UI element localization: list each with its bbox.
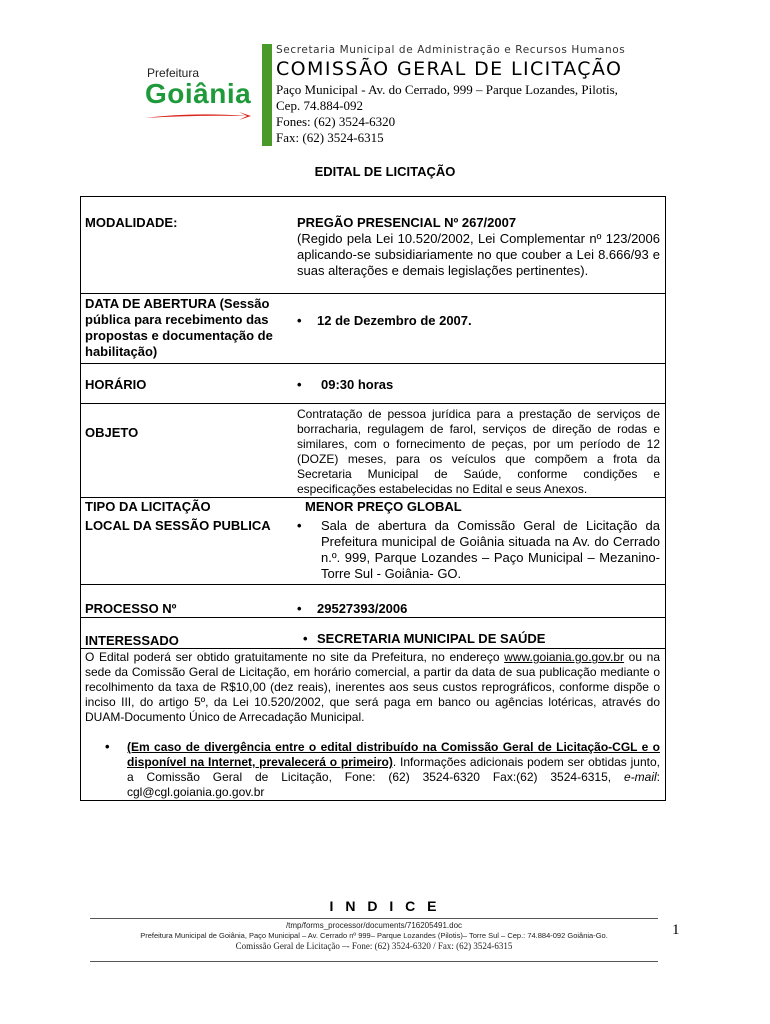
- bullet-icon: •: [297, 518, 302, 533]
- modalidade-label: MODALIDADE:: [85, 215, 178, 230]
- row-divider: [81, 363, 665, 364]
- row-divider: [81, 584, 665, 585]
- interessado-value: SECRETARIA MUNICIPAL DE SAÚDE: [317, 631, 546, 646]
- page-number: 1: [672, 922, 680, 938]
- tipo-label: TIPO DA LICITAÇÃO: [85, 499, 211, 514]
- abertura-value: 12 de Dezembro de 2007.: [317, 313, 472, 328]
- email-label: e-mail: [623, 770, 657, 784]
- divergence-note: [127, 740, 660, 800]
- prefeitura-logo: [143, 66, 253, 126]
- abertura-label: DATA DE ABERTURA (Sessão pública para recebimento das propostas e documentação de habilitação): [85, 296, 273, 359]
- email-address: : cgl@cgl.goiania.go.gov.br: [127, 770, 660, 799]
- local-label: LOCAL DA SESSÃO PUBLICA: [85, 518, 271, 533]
- document-title: EDITAL DE LICITAÇÃO: [314, 164, 456, 179]
- processo-value: 29527393/2006: [317, 601, 408, 616]
- local-value: Sala de abertura da Comissão Geral de Licitação da Prefeitura municipal de Goiânia situada na Av. do Cerrado n.º. 999, Parque Lozandes – Paço Municipal – Mezanino- Torre Sul - Goiânia- GO.: [321, 518, 660, 581]
- header-accent-bar: [262, 44, 272, 146]
- note-emphasis: (Em caso de divergência entre o edital distribuído na Comissão Geral de Licitação-CGL e o disponível na Internet, prevalecerá o primeiro): [127, 740, 660, 769]
- logo-prefix: Prefeitura: [147, 66, 200, 80]
- bullet-icon: •: [297, 601, 302, 616]
- paragraph-text: O Edital poderá ser obtido gratuitamente no site da Prefeitura, no endereço: [85, 650, 505, 664]
- tipo-value: MENOR PREÇO GLOBAL: [305, 499, 462, 514]
- index-heading: I N D I C E: [329, 898, 441, 914]
- row-divider: [81, 403, 665, 404]
- note-text: . Informações adicionais podem ser obtidas junto, a Comissão Geral de Licitação, Fone: (62) 3524-6320 Fax:(62) 3524-6315,: [127, 755, 660, 784]
- footer-contact: Comissão Geral de Licitação –- Fone: (62) 3524-6320 / Fax: (62) 3524-6315: [235, 941, 513, 951]
- bullet-icon: •: [105, 739, 110, 754]
- objeto-value: Contratação de pessoa jurídica para a prestação de serviços de borracharia, regulagem de farol, serviços de direção de rodas e similares, com o fornecimento de peças, por um período de 12 (DOZE) meses, para os veículos que compõem a frota da Secretaria Municipal de Saúde, conforme condições e especificações estabelecidas no Edital e seus Anexos.: [297, 407, 660, 496]
- footer-address: Prefeitura Municipal de Goiânia, Paço Municipal – Av. Cerrado nº 999– Parque Lozandes (Pilotis)– Torre Sul – Cep.: 74.884-092 Goiânia-Go.: [140, 931, 608, 940]
- bullet-icon: •: [297, 377, 302, 392]
- logo-name: Goiânia: [145, 78, 252, 109]
- row-divider: [81, 617, 665, 618]
- horario-value: 09:30 horas: [321, 377, 394, 392]
- objeto-label: OBJETO: [85, 425, 139, 440]
- modalidade-value: PREGÃO PRESENCIAL Nº 267/2007: [297, 215, 517, 230]
- horario-label: HORÁRIO: [85, 377, 147, 392]
- row-divider: [81, 293, 665, 294]
- logo-swoosh-icon: [143, 110, 253, 122]
- address-line1: Paço Municipal - Av. do Cerrado, 999 – Parque Lozandes, Pilotis,: [276, 82, 618, 97]
- row-divider: [81, 497, 665, 498]
- header-secretaria: Secretaria Municipal de Administração e Recursos Humanos: [276, 44, 626, 56]
- bullet-icon: •: [303, 631, 308, 646]
- footer-path: /tmp/forms_processor/documents/716205491.doc: [285, 921, 463, 930]
- header-address: [276, 82, 618, 146]
- edital-info-paragraph: [85, 650, 660, 725]
- header-fax: Fax: (62) 3524-6315: [276, 130, 384, 145]
- paragraph-text: ou na sede da Comissão Geral de Licitação, em horário comercial, a partir da data de sua publicação mediante o recolhimento da taxa de R$10,00 (dez reais), inerentes aos seus custos reprográficos, conforme dispõe o inciso III, do artigo 5º, da Lei 10.520/2002, que será paga em banco ou agências lotéricas, através do DUAM-Documento Único de Arrecadação Municipal.: [85, 650, 660, 724]
- address-line2: Cep. 74.884-092: [276, 98, 364, 113]
- row-divider: [81, 648, 665, 649]
- modalidade-detail: (Regido pela Lei 10.520/2002, Lei Complementar nº 123/2006 aplicando-se subsidiariamente no que couber a Lei 8.666/93 e suas alterações e demais legislações pertinentes).: [297, 231, 660, 278]
- header-title: COMISSÃO GERAL DE LICITAÇÃO: [276, 58, 623, 80]
- edital-table: [80, 196, 666, 801]
- prefeitura-site-link[interactable]: www.goiania.go.gov.br: [504, 650, 625, 664]
- bullet-icon: •: [297, 313, 302, 328]
- header-phones: Fones: (62) 3524-6320: [276, 114, 396, 129]
- processo-label: PROCESSO Nº: [85, 601, 177, 616]
- footer-divider: [90, 961, 658, 962]
- footer-divider: [90, 918, 658, 919]
- interessado-label: INTERESSADO: [85, 633, 179, 648]
